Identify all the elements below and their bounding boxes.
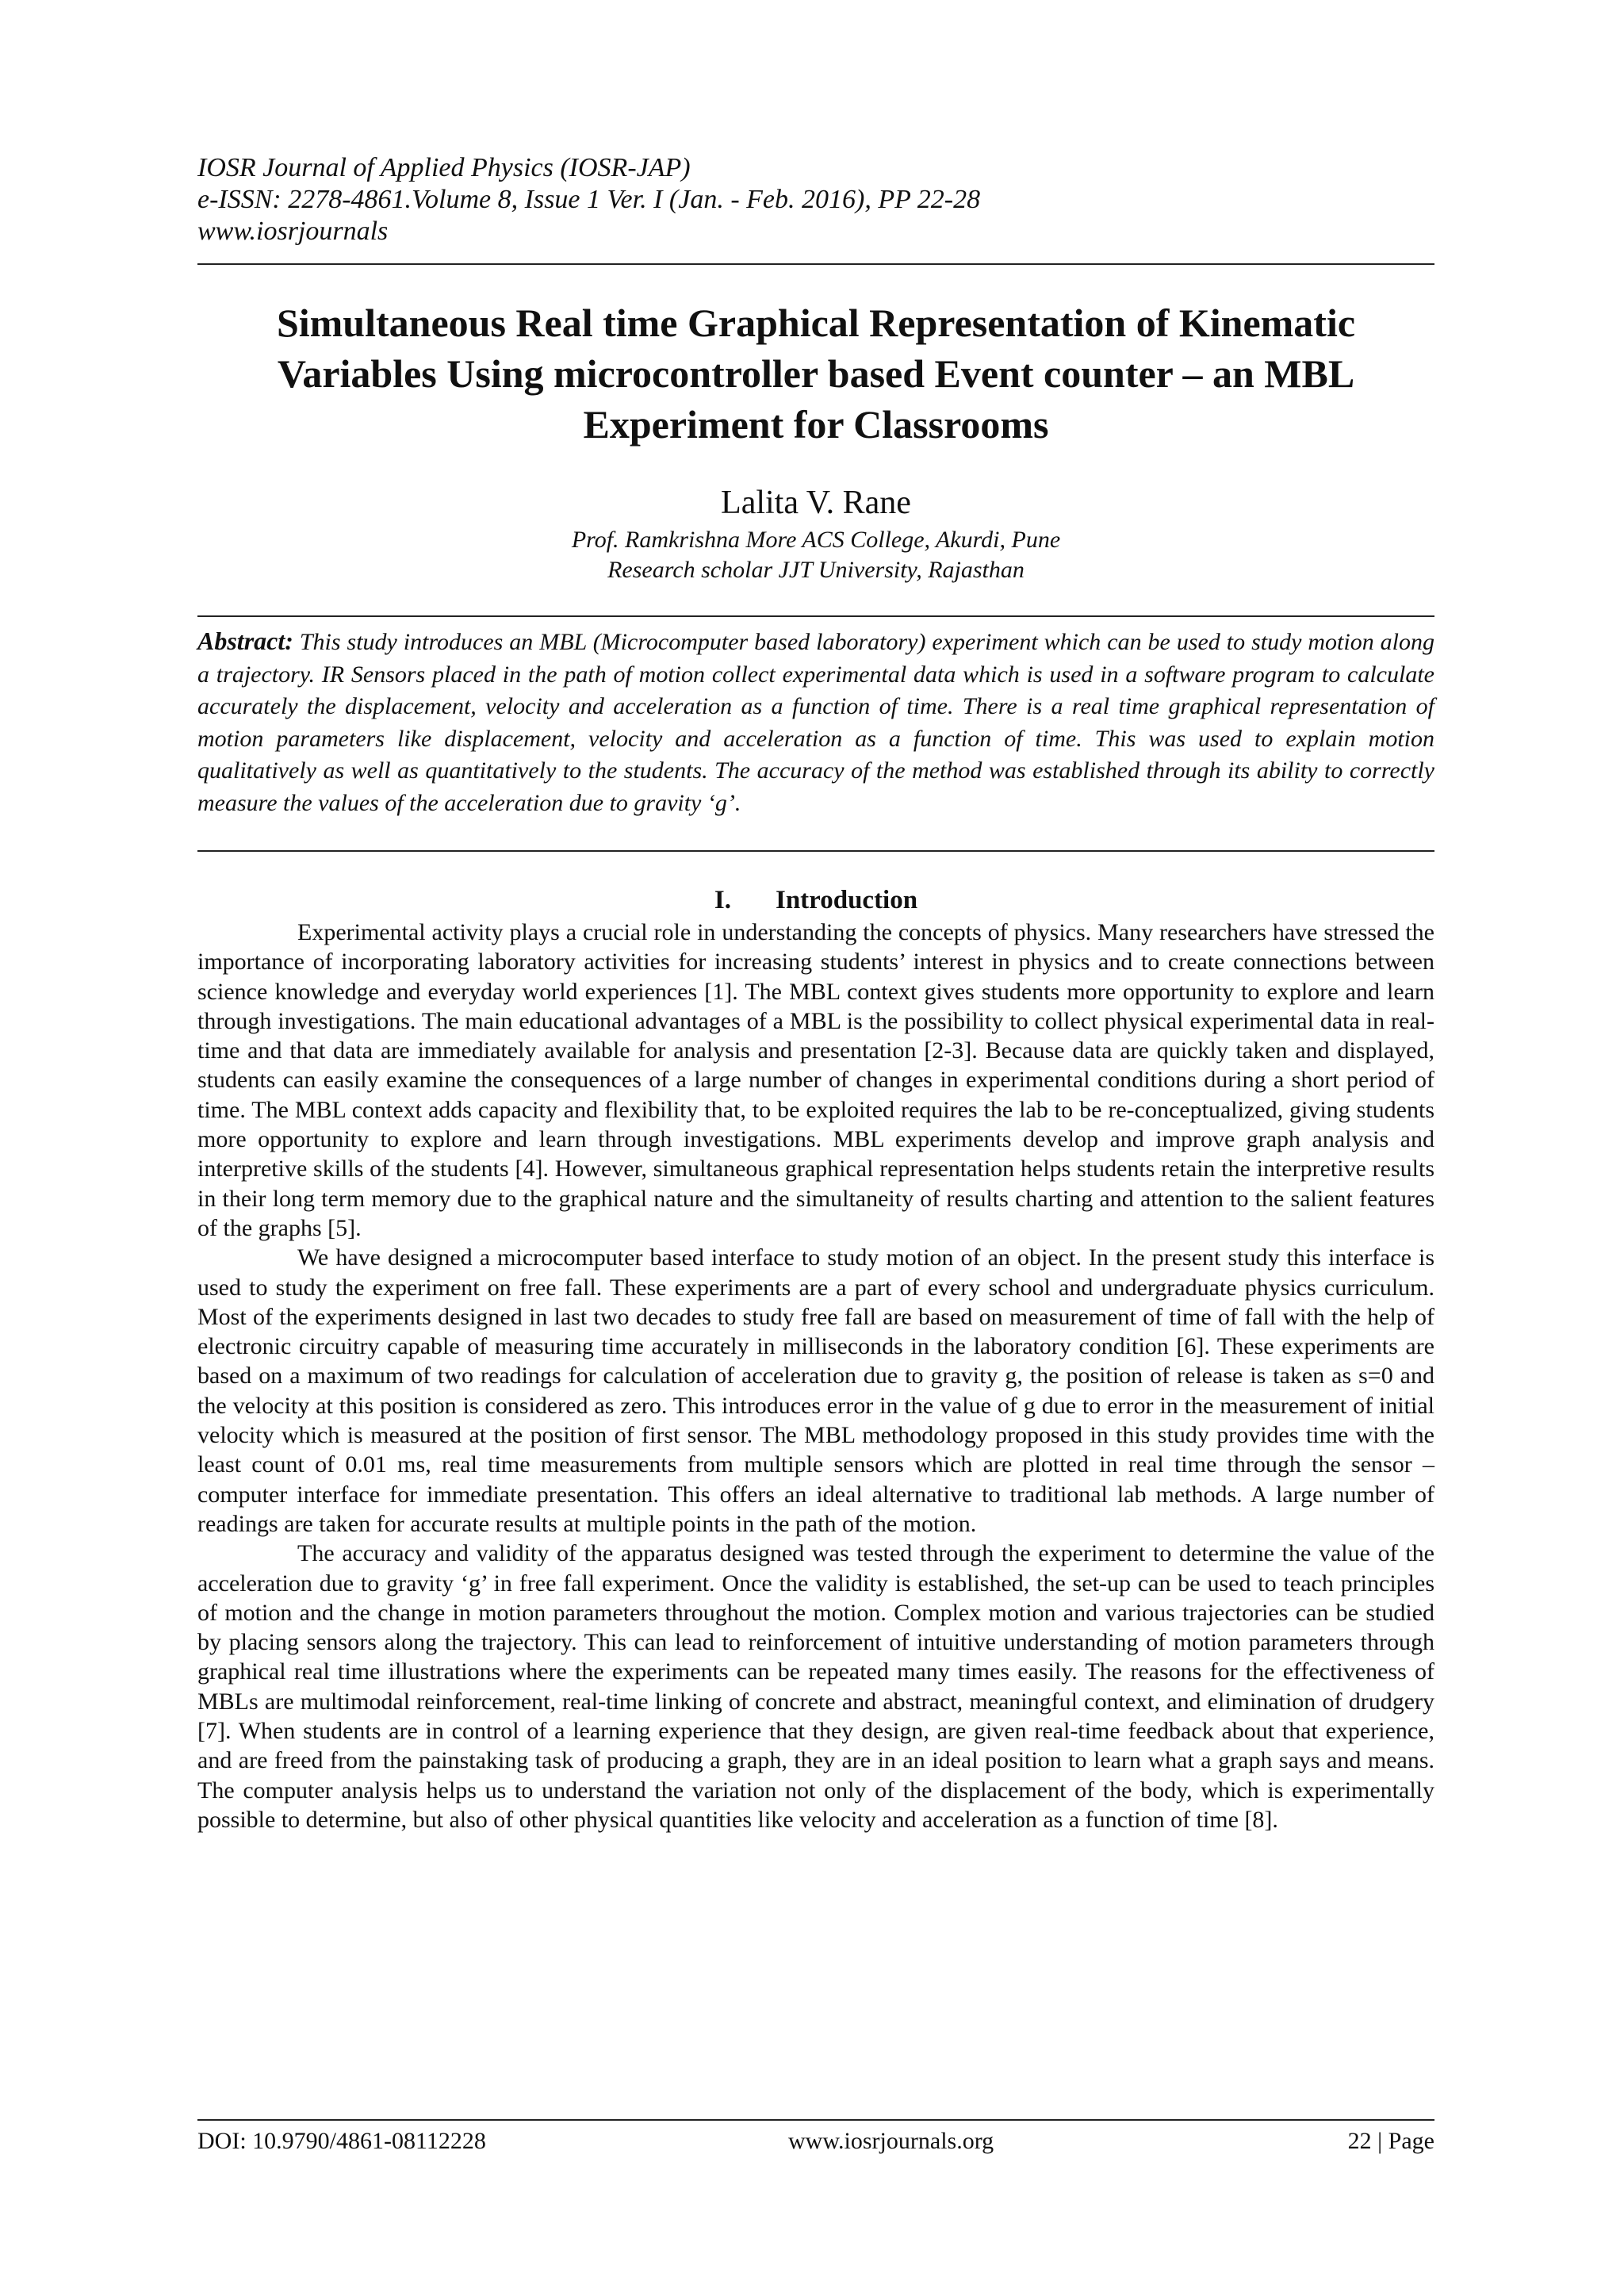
page-number: 22 | Page <box>1347 2128 1434 2154</box>
issn-volume-line: e-ISSN: 2278-4861.Volume 8, Issue 1 Ver. I (Jan. - Feb. 2016), PP 22-28 <box>197 185 981 214</box>
paragraph: Experimental activity plays a crucial role in understanding the concepts of physics. Many researchers have stressed the importance of incorporating laboratory activities for increasing students’ interest in physics and to create connections between science knowledge and everyday world experiences [1]. The MBL context gives students more opportunity to explore and learn through investigations. The main educational advantages of a MBL is the possibility to collect physical experimental data in real-time and that data are immediately available for analysis and presentation [2-3]. Because data are quickly taken and displayed, students can easily examine the consequences of a large number of changes in experimental conditions during a short period of time. The MBL context adds capacity and flexibility that, to be exploited requires the lab to be re-conceptualized, giving students more opportunity to explore and learn through investigations. MBL experiments develop and improve graph analysis and interpretive skills of the students [4]. However, simultaneous graphical representation helps students retain the interpretive results in their long term memory due to the graphical nature and the simultaneity of results charting and attention to the salient features of the graphs [5]. <box>197 919 1434 1241</box>
abstract-text: This study introduces an MBL (Microcomputer based laboratory) experiment which can be used to study motion along a trajectory. IR Sensors placed in the path of motion collect experimental data which is used in a software program to calculate accurately the displacement, velocity and acceleration as a function of time. There is a real time graphical representation of motion parameters like displacement, velocity and acceleration as a function of time. This was used to explain motion qualitatively as well as quantitatively to the students. The accuracy of the method was established through its ability to correctly measure the values of the acceleration due to gravity ‘g’. <box>197 629 1434 816</box>
affiliation-line-2: Research scholar JJT University, Rajasthan <box>607 557 1025 583</box>
journal-website: www.iosrjournals <box>197 217 389 246</box>
introduction-body <box>197 918 1434 1834</box>
section-title: Introduction <box>775 886 918 914</box>
title-line-2: Variables Using microcontroller based Event counter – an MBL <box>277 351 1355 396</box>
paragraph: The accuracy and validity of the apparatus designed was tested through the experiment to determine the value of the acceleration due to gravity ‘g’ in free fall experiment. Once the validity is established, the set-up can be used to teach principles of motion and the change in motion parameters throughout the motion. Complex motion and various trajectories can be studied by placing sensors along the trajectory. This can lead to reinforcement of intuitive understanding of motion parameters through graphical real time illustrations where the experiments can be repeated many times easily. The reasons for the effectiveness of MBLs are multimodal reinforcement, real-time linking of concrete and abstract, meaningful context, and elimination of drudgery [7]. When students are in control of a learning experience that they design, are given real-time feedback about that experience, and are freed from the painstaking task of producing a graph, they are in an ideal position to learn what a graph says and means. The computer analysis helps us to understand the variation not only of the displacement of the body, which is experimentally possible to determine, but also of other physical quantities like velocity and acceleration as a function of time [8]. <box>197 1540 1434 1833</box>
footer-rule <box>197 2119 1434 2121</box>
affiliation-line-1: Prof. Ramkrishna More ACS College, Akurdi, Pune <box>571 527 1061 553</box>
abstract-bottom-rule <box>197 850 1434 852</box>
author-name: Lalita V. Rane <box>721 485 911 521</box>
footer-doi: DOI: 10.9790/4861-08112228 <box>197 2128 486 2154</box>
section-number: I. <box>714 886 731 914</box>
author-affiliation <box>197 525 1434 585</box>
header-rule <box>197 263 1434 265</box>
footer-website: www.iosrjournals.org <box>788 2128 994 2154</box>
journal-header <box>197 152 1434 247</box>
abstract-top-rule <box>197 615 1434 617</box>
abstract <box>197 625 1434 819</box>
title-line-1: Simultaneous Real time Graphical Representation of Kinematic <box>276 301 1356 345</box>
section-heading <box>197 884 1434 916</box>
abstract-label: Abstract: <box>197 627 293 655</box>
paper-title <box>197 297 1434 450</box>
journal-name: IOSR Journal of Applied Physics (IOSR-JAP) <box>197 153 691 182</box>
paragraph: We have designed a microcomputer based interface to study motion of an object. In the present study this interface is used to study the experiment on free fall. These experiments are a part of every school and undergraduate physics curriculum. Most of the experiments designed in last two decades to study free fall are based on measurement of time of fall with the help of electronic circuitry capable of measuring time accurately in milliseconds in the laboratory condition [6]. These experiments are based on a maximum of two readings for calculation of acceleration due to gravity g, the position of release is taken as s=0 and the velocity at this position is considered as zero. This introduces error in the value of g due to error in the measurement of initial velocity which is measured at the position of first sensor. The MBL methodology proposed in this study provides time with the least count of 0.01 ms, real time measurements from multiple sensors which are plotted in real time through the sensor – computer interface for immediate presentation. This offers an ideal alternative to traditional lab methods. A large number of readings are taken for accurate results at multiple points in the path of the motion. <box>197 1244 1434 1537</box>
title-line-3: Experiment for Classrooms <box>583 402 1049 447</box>
